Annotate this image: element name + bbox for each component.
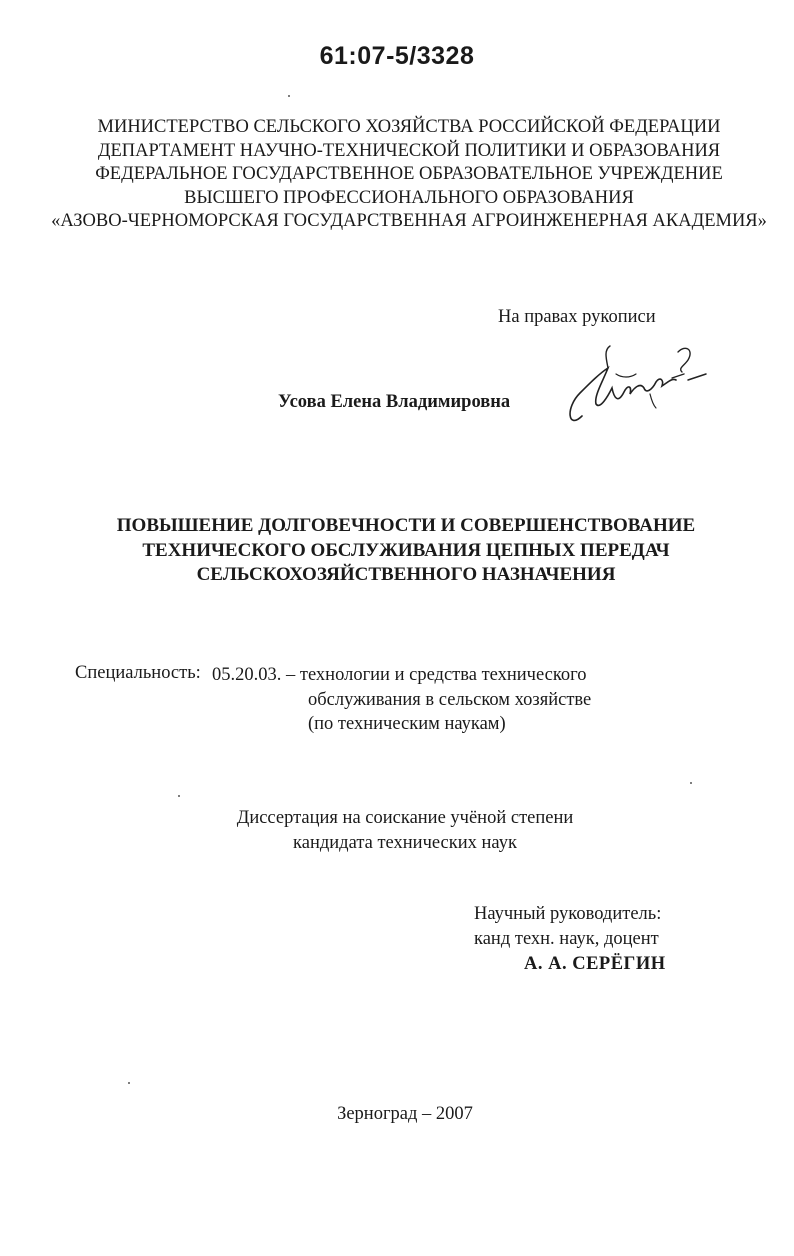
header-line-department: ДЕПАРТАМЕНТ НАУЧНО-ТЕХНИЧЕСКОЙ ПОЛИТИКИ И ОБРАЗОВАНИЯ <box>97 140 721 161</box>
supervisor-credentials: канд техн. наук, доцент <box>474 929 659 949</box>
specialty-line-field: обслуживания в сельском хозяйстве <box>308 689 592 710</box>
scan-speck <box>178 795 180 797</box>
scan-speck <box>288 95 290 97</box>
header-line-education-level: ВЫСШЕГО ПРОФЕССИОНАЛЬНОГО ОБРАЗОВАНИЯ <box>184 187 634 208</box>
degree-statement <box>210 806 600 856</box>
scan-speck <box>690 782 692 784</box>
place-and-year: Зерноград – 2007 <box>337 1104 473 1124</box>
thesis-title-line-2: ТЕХНИЧЕСКОГО ОБСЛУЖИВАНИЯ ЦЕПНЫХ ПЕРЕДАЧ <box>142 539 670 561</box>
header-line-academy-name: «АЗОВО-ЧЕРНОМОРСКАЯ ГОСУДАРСТВЕННАЯ АГРОИНЖЕНЕРНАЯ АКАДЕМИЯ» <box>51 211 767 231</box>
thesis-title-line-3: СЕЛЬСКОХОЗЯЙСТВЕННОГО НАЗНАЧЕНИЯ <box>196 564 616 585</box>
catalog-number: 61:07-5/3328 <box>319 42 475 70</box>
specialty-description <box>212 663 592 737</box>
author-name: Усова Елена Владимировна <box>278 392 511 412</box>
thesis-title <box>0 514 794 588</box>
supervisor-block <box>474 902 666 977</box>
specialty-line-code: 05.20.03. – технологии и средства технического <box>212 665 587 685</box>
scan-speck <box>128 1082 130 1084</box>
signature-icon <box>560 338 710 433</box>
specialty-label: Специальность: <box>75 663 201 683</box>
supervisor-name: А. А. СЕРЁГИН <box>524 954 666 974</box>
header-line-institution-type: ФЕДЕРАЛЬНОЕ ГОСУДАРСТВЕННОЕ ОБРАЗОВАТЕЛЬНОЕ УЧРЕЖДЕНИЕ <box>95 164 723 184</box>
degree-line-2: кандидата технических наук <box>293 833 517 853</box>
thesis-title-line-1: ПОВЫШЕНИЕ ДОЛГОВЕЧНОСТИ И СОВЕРШЕНСТВОВАНИЕ <box>116 515 696 536</box>
manuscript-note: На правах рукописи <box>498 307 656 327</box>
supervisor-role: Научный руководитель: <box>474 904 662 924</box>
degree-line-1: Диссертация на соискание учёной степени <box>236 808 574 828</box>
specialty-line-branch: (по техническим наукам) <box>308 714 506 734</box>
header-line-ministry: МИНИСТЕРСТВО СЕЛЬСКОГО ХОЗЯЙСТВА РОССИЙСКОЙ ФЕДЕРАЦИИ <box>97 117 721 137</box>
institution-header <box>0 116 794 234</box>
